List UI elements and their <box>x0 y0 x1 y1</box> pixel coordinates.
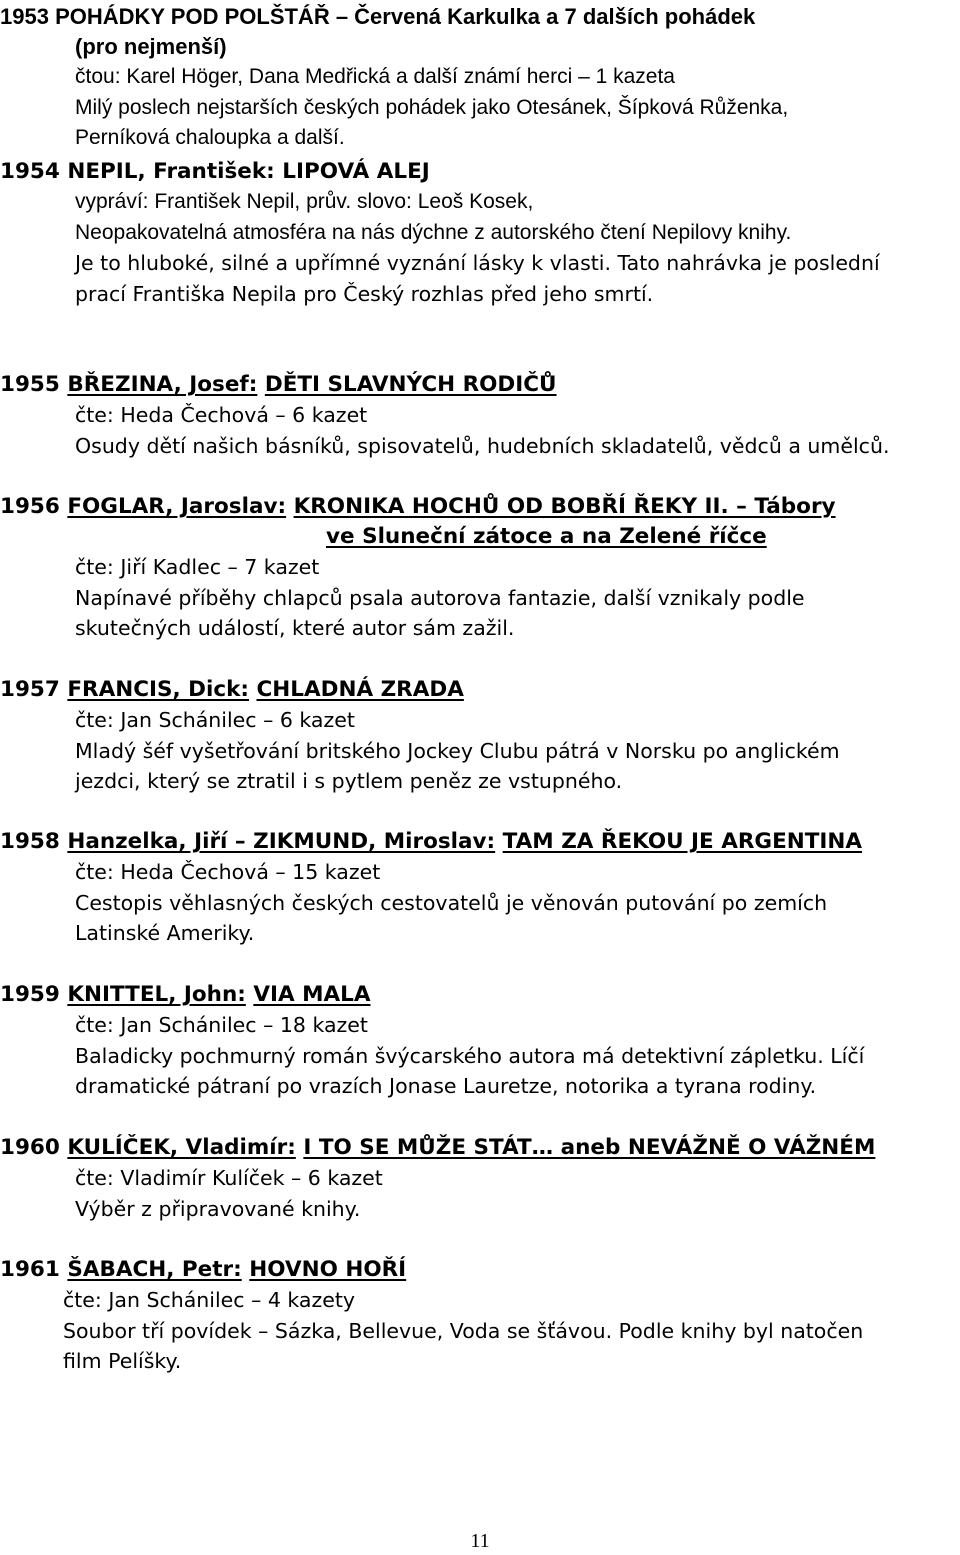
entry-description-line: Mladý šéf vyšetřování britského Jockey Clubu pátrá v Norsku po anglickém <box>75 738 840 763</box>
entry-description-line: Soubor tří povídek – Sázka, Bellevue, Voda se šťávou. Podle knihy byl natočen <box>63 1318 864 1343</box>
entry-title: CHLADNÁ ZRADA <box>256 677 464 702</box>
entry-description-line: Je to hluboké, silné a upřímné vyznání lásky k vlasti. Tato nahrávka je poslední <box>75 251 880 275</box>
entry-heading <box>0 492 960 522</box>
entry-number: 1961 <box>0 1257 60 1282</box>
entry-number: 1960 <box>0 1135 60 1160</box>
catalog-entry-1961 <box>0 1255 960 1377</box>
entry-author: Hanzelka, Jiří – ZIKMUND, Miroslav: <box>67 829 496 854</box>
entry-reader: čte: Jan Schánilec – 4 kazety <box>63 1288 356 1312</box>
entry-number: 1959 <box>0 982 60 1007</box>
catalog-entry-1953 <box>0 2 960 154</box>
entry-author: KNITTEL, John: <box>67 982 246 1007</box>
page-number: 11 <box>470 1530 490 1552</box>
entry-description-line: prací Františka Nepila pro Český rozhlas před jeho smrtí. <box>75 281 654 306</box>
entry-description-line: Milý poslech nejstarších českých pohádek jako Otesánek, Šípková Růženka, <box>75 95 789 119</box>
entry-heading <box>0 2 960 32</box>
entry-description-line: Napínavé příběhy chlapců psala autorova fantazie, další vznikaly podle <box>75 585 805 610</box>
entry-reader: vypráví: František Nepil, prův. slovo: Leoš Kosek, <box>75 190 534 213</box>
entry-description-line: Výběr z připravované knihy. <box>75 1196 361 1221</box>
entry-heading <box>0 827 960 857</box>
entry-title: I TO SE MŮŽE STÁT… aneb NEVÁŽNĚ O VÁŽNÉM <box>303 1135 876 1160</box>
entry-reader: čte: Jiří Kadlec – 7 kazet <box>75 555 320 579</box>
entry-author: FRANCIS, Dick: <box>67 677 249 702</box>
entry-title: LIPOVÁ ALEJ <box>282 159 430 184</box>
entry-title: KRONIKA HOCHŮ OD BOBŘÍ ŘEKY II. – Tábory <box>293 494 836 519</box>
entry-author: KULÍČEK, Vladimír: <box>67 1135 296 1160</box>
catalog-entry-1959 <box>0 980 960 1102</box>
entry-heading <box>0 157 960 187</box>
entry-number: 1957 <box>0 677 60 702</box>
entry-author: FOGLAR, Jaroslav: <box>67 494 287 519</box>
entry-number: 1958 <box>0 829 60 854</box>
catalog-entry-1954 <box>0 157 960 309</box>
entry-description-line: skutečných událostí, které autor sám zažil. <box>75 616 515 640</box>
entry-heading <box>0 980 960 1010</box>
entry-description-line: film Pelíšky. <box>63 1349 182 1373</box>
entry-reader: čte: Vladimír Kulíček – 6 kazet <box>75 1166 383 1190</box>
entry-author: BŘEZINA, Josef: <box>67 372 258 397</box>
entry-description-line: Latinské Ameriky. <box>75 921 255 945</box>
catalog-entry-1958 <box>0 827 960 949</box>
entry-title: HOVNO HOŘÍ <box>249 1257 407 1282</box>
catalog-entry-1960 <box>0 1133 960 1224</box>
entry-reader: čte: Jan Schánilec – 6 kazet <box>75 708 355 732</box>
entry-description-line: jezdci, který se ztratil i s pytlem peněz ze vstupného. <box>75 769 623 793</box>
entry-reader: čte: Jan Schánilec – 18 kazet <box>75 1013 368 1037</box>
entry-description-line: dramatické pátraní po vrazích Jonase Lauretze, notorika a tyrana rodiny. <box>75 1074 817 1098</box>
entry-description-line: Perníková chaloupka a další. <box>75 126 345 149</box>
entry-title: TAM ZA ŘEKOU JE ARGENTINA <box>502 829 863 854</box>
entry-title: VIA MALA <box>253 982 371 1007</box>
entry-number: 1955 <box>0 372 60 397</box>
entry-description-line: Neopakovatelná atmosféra na nás dýchne z autorského čtení Nepilovy knihy. <box>75 220 792 244</box>
entry-title: DĚTI SLAVNÝCH RODIČŮ <box>264 372 557 397</box>
entry-title-continuation: ve Sluneční zátoce a na Zelené říčce <box>326 524 767 549</box>
entry-author: ŠABACH, Petr: <box>67 1257 242 1282</box>
entry-number: 1954 <box>0 159 60 184</box>
entry-heading <box>0 675 960 705</box>
entry-heading <box>0 1133 960 1163</box>
entry-reader: čte: Heda Čechová – 6 kazet <box>75 403 368 427</box>
entry-description-line: Osudy dětí našich básníků, spisovatelů, hudebních skladatelů, vědců a umělců. <box>75 433 890 458</box>
entry-number: 1953 <box>0 4 49 29</box>
catalog-entry-1956 <box>0 492 960 644</box>
catalog-entry-1957 <box>0 675 960 797</box>
entry-heading <box>0 1255 960 1285</box>
entry-heading-text: POHÁDKY POD POLŠTÁŘ – Červená Karkulka a 7 dalších pohádek <box>55 4 756 29</box>
entry-description-line: Baladicky pochmurný román švýcarského autora má detektivní zápletku. Líčí <box>75 1043 865 1068</box>
entry-heading-continuation: (pro nejmenší) <box>75 34 227 59</box>
catalog-entry-1955 <box>0 370 960 461</box>
entry-reader: čtou: Karel Höger, Dana Medřická a další známí herci – 1 kazeta <box>75 65 675 88</box>
entry-reader: čte: Heda Čechová – 15 kazet <box>75 860 381 884</box>
entry-heading <box>0 370 960 400</box>
entry-description-line: Cestopis věhlasných českých cestovatelů je věnován putování po zemích <box>75 890 828 915</box>
entry-author: NEPIL, František: <box>67 159 275 184</box>
entry-number: 1956 <box>0 494 60 519</box>
